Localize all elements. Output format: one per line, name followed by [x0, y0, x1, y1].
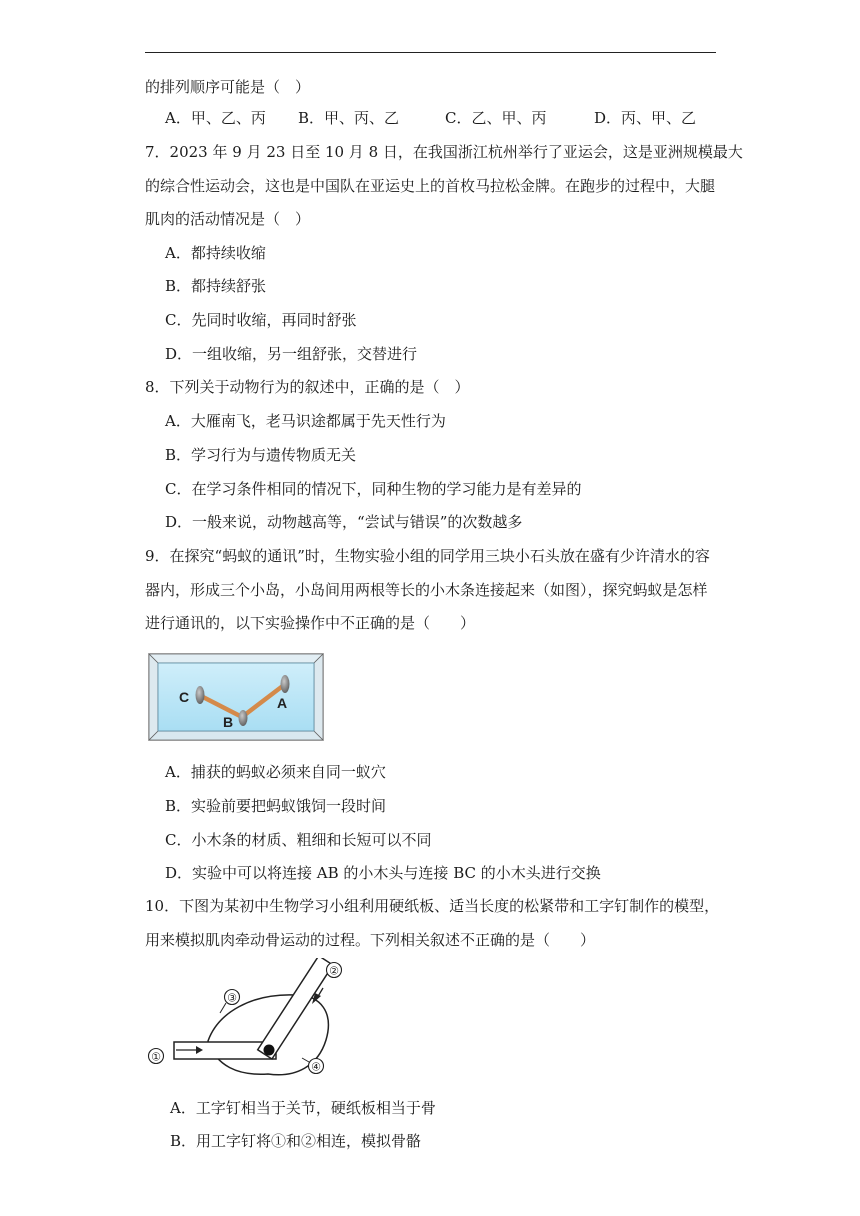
stone-b — [239, 710, 248, 726]
q8-option-b[interactable]: B．学习行为与遗传物质无关 — [165, 446, 357, 464]
q7-option-d[interactable]: D．一组收缩，另一组舒张，交替进行 — [165, 345, 418, 363]
label-2: ② — [329, 965, 339, 978]
q10-stem-line-1: 10．下图为某初中生物学习小组利用硬纸板、适当长度的松紧带和工字钉制作的模型， — [145, 897, 720, 915]
q6-option-b[interactable]: B．甲、丙、乙 — [298, 109, 400, 127]
q7-option-c[interactable]: C．先同时收缩，再同时舒张 — [165, 311, 357, 329]
label-4: ④ — [311, 1061, 321, 1074]
muscle-bone-model-figure — [146, 958, 356, 1083]
q6-option-d[interactable]: D．丙、甲、乙 — [594, 109, 697, 127]
q10-option-a[interactable]: A．工字钉相当于关节，硬纸板相当于骨 — [170, 1099, 436, 1117]
q8-option-a[interactable]: A．大雁南飞，老马识途都属于先天性行为 — [165, 412, 446, 430]
q9-option-c[interactable]: C．小木条的材质、粗细和长短可以不同 — [165, 831, 432, 849]
stone-a — [281, 675, 290, 693]
q10-option-b[interactable]: B．用工字钉将①和②相连，模拟骨骼 — [170, 1132, 422, 1150]
q9-stem-line-1: 9．在探究“蚂蚁的通讯”时，生物实验小组的同学用三块小石头放在盛有少许清水的容 — [145, 547, 710, 565]
q8-option-c[interactable]: C．在学习条件相同的情况下，同种生物的学习能力是有差异的 — [165, 480, 582, 498]
q7-stem-line-3: 肌肉的活动情况是（ ） — [145, 210, 311, 228]
q9-option-a[interactable]: A．捕获的蚂蚁必须来自同一蚁穴 — [165, 763, 386, 781]
thumbtack-joint — [264, 1045, 275, 1056]
q6-option-a[interactable]: A．甲、乙、丙 — [165, 109, 266, 127]
q9-option-b[interactable]: B．实验前要把蚂蚁饿饲一段时间 — [165, 797, 387, 815]
q8-stem-line-1: 8．下列关于动物行为的叙述中，正确的是（ ） — [145, 378, 470, 396]
q6-option-c[interactable]: C．乙、甲、丙 — [445, 109, 547, 127]
q9-option-d[interactable]: D．实验中可以将连接 AB 的小木头与连接 BC 的小木头进行交换 — [165, 864, 601, 882]
q9-stem-line-2: 器内，形成三个小岛，小岛间用两根等长的小木条连接起来（如图），探究蚂蚁是怎样 — [145, 581, 708, 599]
q6-tail: 的排列顺序可能是（ ） — [145, 78, 311, 96]
label-3: ③ — [227, 992, 237, 1005]
label-c: C — [179, 689, 190, 705]
label-a: A — [277, 695, 288, 711]
q7-stem-line-2: 的综合性运动会，这也是中国队在亚运史上的首枚马拉松金牌。在跑步的过程中，大腿 — [145, 177, 716, 195]
header-rule — [145, 52, 716, 53]
q7-option-b[interactable]: B．都持续舒张 — [165, 277, 267, 295]
q8-option-d[interactable]: D．一般来说，动物越高等，“尝试与错误”的次数越多 — [165, 513, 523, 531]
q9-stem-line-3: 进行通讯的，以下实验操作中不正确的是（ ） — [145, 614, 476, 632]
label-b: B — [223, 714, 234, 730]
q7-option-a[interactable]: A．都持续收缩 — [165, 244, 266, 262]
ant-experiment-figure — [146, 651, 326, 743]
label-1: ① — [151, 1051, 161, 1064]
q10-stem-line-2: 用来模拟肌肉牵动骨运动的过程。下列相关叙述不正确的是（ ） — [145, 931, 596, 949]
q7-stem-line-1: 7．2023 年 9 月 23 日至 10 月 8 日，在我国浙江杭州举行了亚运会，这是亚洲规模最大 — [145, 143, 743, 161]
stone-c — [196, 686, 205, 704]
